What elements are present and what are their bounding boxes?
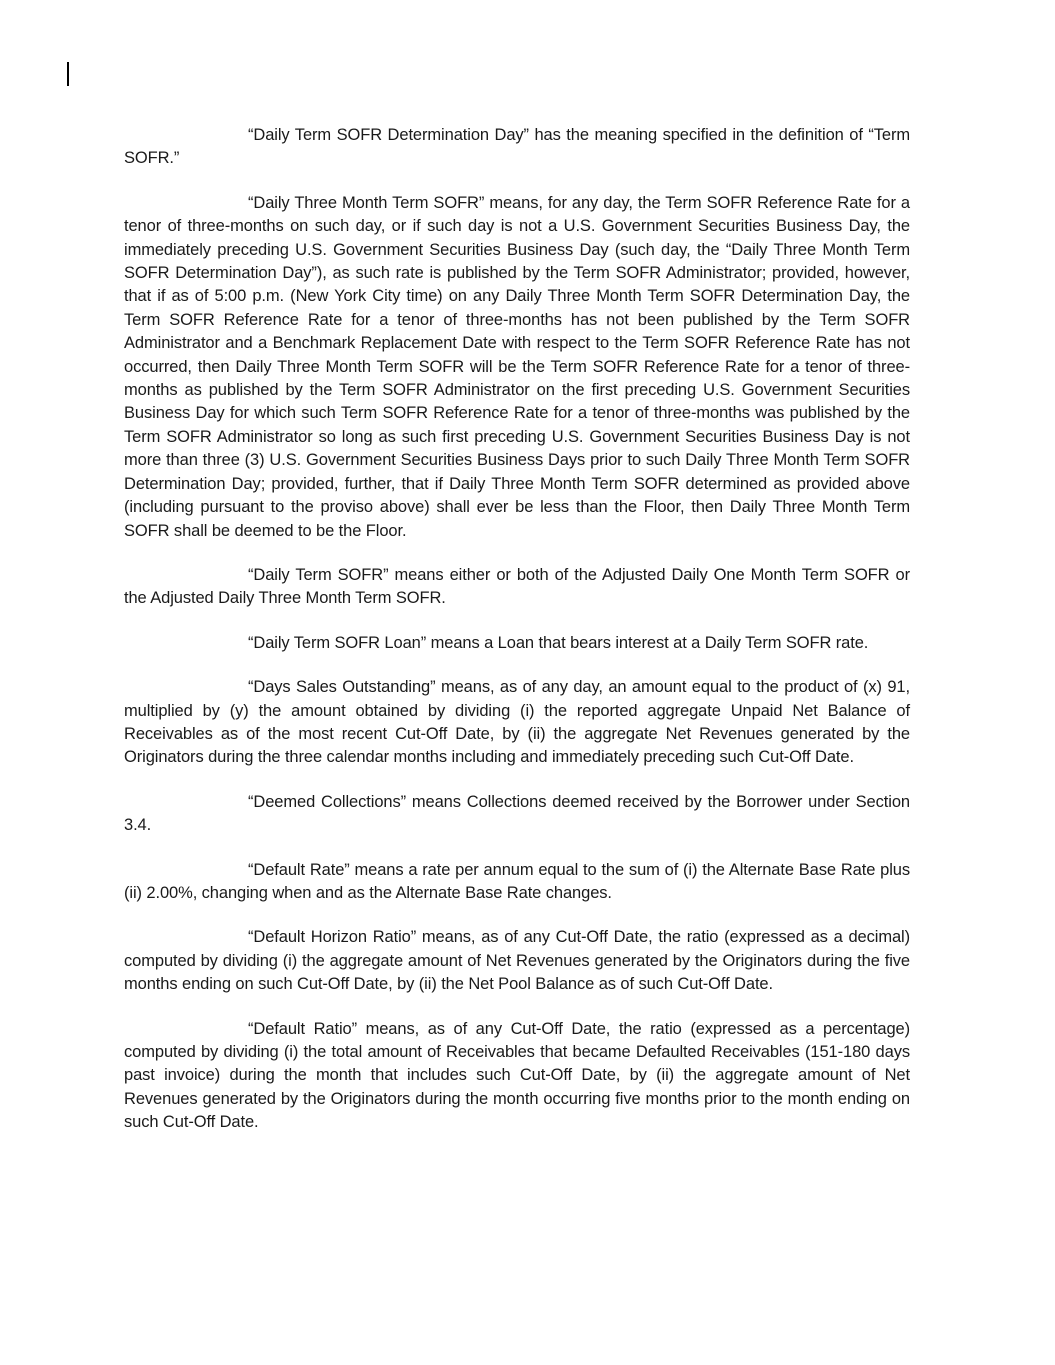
definition-default-horizon-ratio: “Default Horizon Ratio” means, as of any Cut-Off Date, the ratio (expressed as a decimal) computed by dividing (i) the aggregate amount of Net Revenues generated by the Originators during the five months ending on such Cut-Off Date, by (ii) the Net Pool Balance as of such Cut-Off Date. xyxy=(124,928,910,994)
definition-days-sales-outstanding: “Days Sales Outstanding” means, as of any day, an amount equal to the product of (x) 91, multiplied by (y) the amount obtained by dividing (i) the reported aggregate Unpaid Net Balance of Receivables as of the most recent Cut-Off Date, by (ii) the aggregate Net Revenues generated by the Originators during the three calendar months including and immediately preceding such Cut-Off Date. xyxy=(124,678,910,767)
definition-deemed-collections: “Deemed Collections” means Collections deemed received by the Borrower under Section 3.4. xyxy=(124,792,910,835)
definition-daily-term-sofr: “Daily Term SOFR” means either or both of the Adjusted Daily One Month Term SOFR or the Adjusted Daily Three Month Term SOFR. xyxy=(124,565,910,608)
definition-default-rate: “Default Rate” means a rate per annum equal to the sum of (i) the Alternate Base Rate plus (ii) 2.00%, changing when and as the Alternate Base Rate changes. xyxy=(124,860,910,902)
definition-daily-three-month-term-sofr: “Daily Three Month Term SOFR” means, for any day, the Term SOFR Reference Rate for a tenor of three-months on such day, or if such day is not a U.S. Government Securities Business Day, the immediately preceding U.S. Government Securities Business Day (such day, the “Daily Three Month Term SOFR Determination Day”), as such rate is published by the Term SOFR Administrator; provided, however, that if as of 5:00 p.m. (New York City time) on any Daily Three Month Term SOFR Determination Day, the Term SOFR Reference Rate for a tenor of three-months has not been published by the Term SOFR Administrator and a Benchmark Replacement Date with respect to the Term SOFR Reference Rate has not occurred, then Daily Three Month Term SOFR will be the Term SOFR Reference Rate for a tenor of three-months as published by the Term SOFR Administrator on the first preceding U.S. Government Securities Business Day for which such Term SOFR Reference Rate for a tenor of three-months was published by the Term SOFR Administrator so long as such first preceding U.S. Government Securities Business Day is not more than three (3) U.S. Government Securities Business Days prior to such Daily Three Month Term SOFR Determination Day; provided, further, that if Daily Three Month Term SOFR determined as provided above (including pursuant to the proviso above) shall ever be less than the Floor, then Daily Three Month Term SOFR shall be deemed to be the Floor. xyxy=(124,193,910,540)
definition-default-ratio: “Default Ratio” means, as of any Cut-Off Date, the ratio (expressed as a percentage) computed by dividing (i) the total amount of Receivables that became Defaulted Receivables (151-180 days past invoice) during the month that includes such Cut-Off Date, by (ii) the aggregate amount of Net Revenues generated by the Originators during the month occurring five months prior to the month ending on such Cut-Off Date. xyxy=(124,1019,910,1132)
document-body xyxy=(124,124,910,1156)
definition-daily-term-sofr-loan: “Daily Term SOFR Loan” means a Loan that bears interest at a Daily Term SOFR rate. xyxy=(248,633,869,652)
definition-daily-term-sofr-determination-day: “Daily Term SOFR Determination Day” has the meaning specified in the definition of “Term SOFR.” xyxy=(124,126,910,168)
text-cursor xyxy=(67,62,69,86)
